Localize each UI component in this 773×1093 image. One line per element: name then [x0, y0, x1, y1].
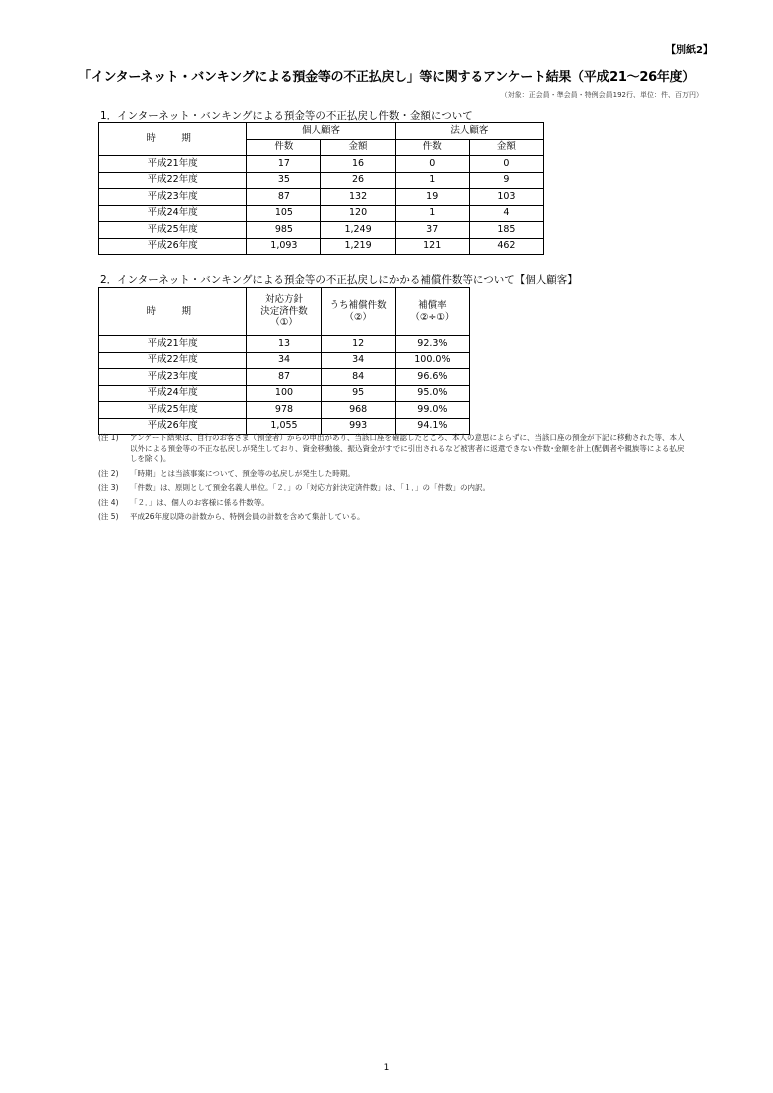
- note-label: (注 4): [98, 497, 119, 507]
- section1-heading: 1．インターネット・バンキングによる預金等の不正払戻し件数・金額について: [100, 110, 473, 122]
- table-row: [99, 402, 470, 419]
- compensated-count-header: [321, 288, 395, 336]
- individual-amount-cell: 16: [321, 156, 395, 173]
- page-number: 1: [383, 1063, 390, 1073]
- compensated-count-cell: 12: [321, 336, 395, 353]
- compensation-rate-cell: 100.0%: [395, 352, 469, 369]
- table-row: [99, 369, 470, 386]
- note-text: 「件数」は、原則として預金名義人単位。「２．」の「対応方針決定済件数」は、「１．」の「件数」の内訳。: [130, 483, 490, 492]
- period-cell: 平成21年度: [99, 156, 247, 173]
- table-row: [99, 205, 544, 222]
- period-cell: 平成22年度: [99, 172, 247, 189]
- period-cell: 平成24年度: [99, 205, 247, 222]
- table-row: [99, 156, 544, 173]
- decided-count-cell: 13: [247, 336, 321, 353]
- fraud-count-amount-table: [98, 122, 544, 255]
- note-text: 「２．」は、個人のお客様に係る件数等。: [130, 497, 269, 507]
- period-cell: 平成23年度: [99, 189, 247, 206]
- note-item: [98, 483, 688, 494]
- corporate-amount-cell: 0: [469, 156, 543, 173]
- period-cell: 平成22年度: [99, 352, 247, 369]
- corporate-count-cell: 1: [395, 172, 469, 189]
- individual-amount-cell: 1,219: [321, 238, 395, 255]
- note-text: 平成26年度以降の計数から、特例会員の計数を含めて集計している。: [130, 512, 365, 521]
- individual-count-cell: 105: [247, 205, 321, 222]
- period-cell: 平成25年度: [99, 402, 247, 419]
- corporate-amount-cell: 462: [469, 238, 543, 255]
- period-cell: 平成26年度: [99, 238, 247, 255]
- decided-count-header: [247, 288, 321, 336]
- period-header: 時 期: [99, 288, 247, 336]
- corporate-amount-cell: 185: [469, 222, 543, 239]
- compensation-rate-cell: 94.1%: [395, 418, 469, 435]
- compensated-count-cell: 84: [321, 369, 395, 386]
- decided-header-line1: 対応方針: [264, 294, 303, 306]
- table-row: [99, 336, 470, 353]
- individual-count-cell: 985: [247, 222, 321, 239]
- decided-count-cell: 34: [247, 352, 321, 369]
- rate-header-line1: 補償率: [418, 300, 447, 311]
- period-cell: 平成24年度: [99, 385, 247, 402]
- compensation-rate-cell: 96.6%: [395, 369, 469, 386]
- compensated-count-cell: 95: [321, 385, 395, 402]
- compensated-header-line2: （②）: [344, 311, 372, 323]
- attachment-label: 【別紙2】: [666, 45, 713, 56]
- rate-header-line2: （②÷①）: [410, 311, 455, 323]
- corporate-count-header: 件数: [395, 139, 469, 156]
- individual-amount-cell: 120: [321, 205, 395, 222]
- corporate-customer-header: 法人顧客: [395, 123, 543, 140]
- period-header: 時 期: [99, 123, 247, 156]
- period-cell: 平成21年度: [99, 336, 247, 353]
- individual-amount-cell: 26: [321, 172, 395, 189]
- scope-note: （対象：正会員・準会員・特例会員192行、単位：件、百万円）: [500, 91, 703, 99]
- table-row: [99, 189, 544, 206]
- corporate-count-cell: 121: [395, 238, 469, 255]
- compensation-table: [98, 287, 470, 435]
- individual-count-header: 件数: [247, 139, 321, 156]
- period-cell: 平成25年度: [99, 222, 247, 239]
- compensation-rate-cell: 99.0%: [395, 402, 469, 419]
- decided-count-cell: 1,055: [247, 418, 321, 435]
- note-item: [98, 469, 688, 480]
- individual-count-cell: 87: [247, 189, 321, 206]
- decided-count-cell: 87: [247, 369, 321, 386]
- table-row: [99, 238, 544, 255]
- corporate-count-cell: 19: [395, 189, 469, 206]
- compensation-rate-header: [395, 288, 469, 336]
- notes: [98, 433, 688, 527]
- compensated-header-line1: うち補償件数: [329, 300, 387, 311]
- corporate-count-cell: 37: [395, 222, 469, 239]
- note-label: (注 1): [98, 433, 119, 442]
- note-item: [98, 512, 688, 523]
- period-cell: 平成23年度: [99, 369, 247, 386]
- individual-customer-header: 個人顧客: [247, 123, 395, 140]
- corporate-amount-cell: 9: [469, 172, 543, 189]
- decided-header-line2: 決定済件数: [260, 305, 308, 317]
- note-text: アンケート結果は、自行のお客さま（預金者）からの申出があり、当該口座を確認したところ、本人の意思によらずに、当該口座の預金が下記に移動された等、本人以外による預金等の不正な払戻しが発生しており、資金移動後、振込資金がすでに引出されるなど被害者に返還できない件数･金額を計上(配偶者や親族等による払戻しを除く)。: [130, 433, 685, 463]
- period-cell: 平成26年度: [99, 418, 247, 435]
- note-item: [98, 498, 688, 509]
- corporate-count-cell: 0: [395, 156, 469, 173]
- table-row: [99, 172, 544, 189]
- note-label: (注 5): [98, 512, 119, 521]
- decided-count-cell: 100: [247, 385, 321, 402]
- section2-heading: 2．インターネット・バンキングによる預金等の不正払戻しにかかる補償件数等について【個人顧客】: [100, 274, 578, 286]
- individual-amount-cell: 132: [321, 189, 395, 206]
- corporate-amount-header: 金額: [469, 139, 543, 156]
- note-label: (注 3): [98, 483, 119, 492]
- document-title: 「インターネット・バンキングによる預金等の不正払戻し」等に関するアンケート結果（平成21～26年度）: [78, 70, 695, 85]
- note-label: (注 2): [98, 468, 119, 478]
- corporate-amount-cell: 103: [469, 189, 543, 206]
- note-text: 「時期」とは当該事案について、預金等の払戻しが発生した時期。: [130, 468, 355, 478]
- note-item: [98, 433, 688, 465]
- decided-header-line3: （①）: [270, 317, 298, 329]
- table-row: [99, 222, 544, 239]
- corporate-count-cell: 1: [395, 205, 469, 222]
- compensated-count-cell: 993: [321, 418, 395, 435]
- compensation-rate-cell: 92.3%: [395, 336, 469, 353]
- table-row: [99, 352, 470, 369]
- corporate-amount-cell: 4: [469, 205, 543, 222]
- individual-count-cell: 1,093: [247, 238, 321, 255]
- table-row: [99, 385, 470, 402]
- individual-amount-cell: 1,249: [321, 222, 395, 239]
- individual-amount-header: 金額: [321, 139, 395, 156]
- individual-count-cell: 17: [247, 156, 321, 173]
- compensated-count-cell: 34: [321, 352, 395, 369]
- compensated-count-cell: 968: [321, 402, 395, 419]
- individual-count-cell: 35: [247, 172, 321, 189]
- compensation-rate-cell: 95.0%: [395, 385, 469, 402]
- decided-count-cell: 978: [247, 402, 321, 419]
